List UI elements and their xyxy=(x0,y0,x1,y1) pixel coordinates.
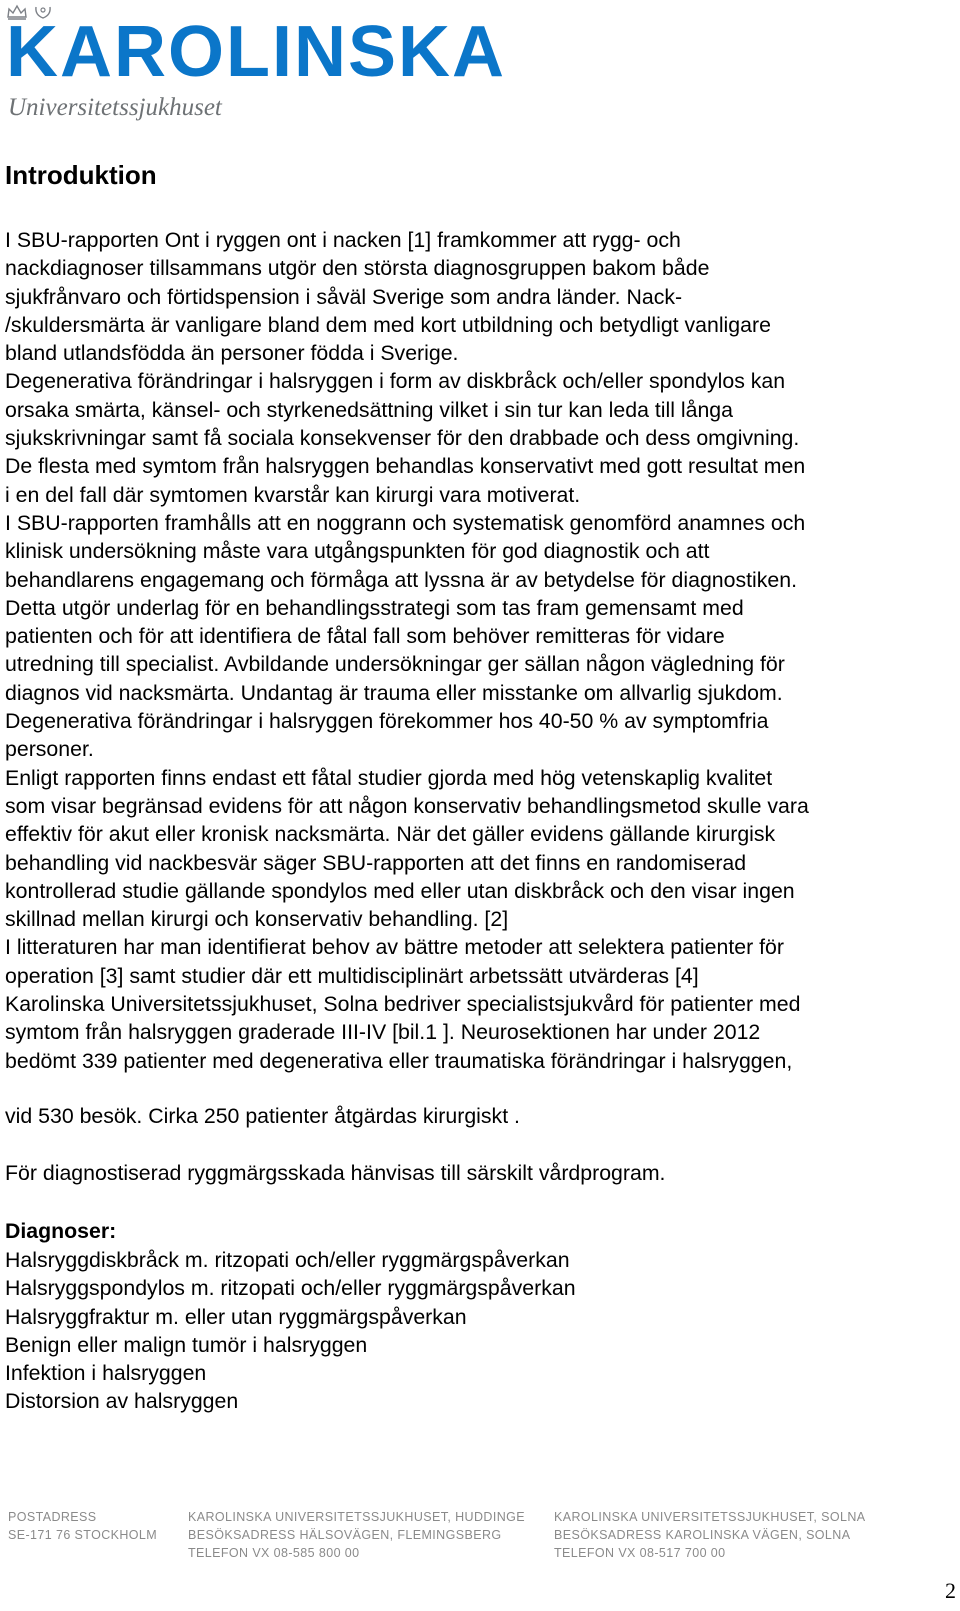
paragraph-line: De flesta med symtom från halsryggen behandlas konservativt med gott resultat men xyxy=(5,454,806,479)
page-footer xyxy=(8,1508,960,1578)
paragraph-line: Enligt rapporten finns endast ett fåtal studier gjorda med hög vetenskaplig kvalitet xyxy=(5,765,773,790)
paragraph-line: I litteraturen har man identifierat behov av bättre metoder att selektera patienter för xyxy=(5,935,784,960)
diagnosis-item: Infektion i halsryggen xyxy=(5,1361,207,1386)
footer-line: TELEFON VX 08-517 700 00 xyxy=(554,1546,726,1560)
document-body xyxy=(5,154,960,1414)
paragraph-line: som visar begränsad evidens för att någon konservativ behandlingsmetod skulle vara xyxy=(5,793,809,818)
paragraph-line: operation [3] samt studier där ett multidisciplinärt arbetssätt utvärderas [4] xyxy=(5,963,699,988)
paragraph-line: effektiv för akut eller kronisk nacksmärta. När det gäller evidens gällande kirurgisk xyxy=(5,822,776,847)
paragraph-line: behandlarens engagemang och förmåga att lyssna är av betydelse för diagnostiken. xyxy=(5,567,798,592)
paragraph-line: orsaka smärta, känsel- och styrkenedsättning vilket i sin tur kan leda till långa xyxy=(5,397,733,422)
paragraph-line: sjukfrånvaro och förtidspension i såväl Sverige som andra länder. Nack- xyxy=(5,284,683,309)
paragraph-line: Detta utgör underlag för en behandlingsstrategi som tas fram gemensamt med xyxy=(5,595,744,620)
diagnoses-heading: Diagnoser: xyxy=(5,1219,117,1243)
paragraph-line: patienten och för att identifiera de fåtal fall som behöver remitteras för vidare xyxy=(5,624,725,649)
paragraph-line: Degenerativa förändringar i halsryggen förekommer hos 40-50 % av symptomfria xyxy=(5,709,769,734)
paragraph-line: Degenerativa förändringar i halsryggen i form av diskbråck och/eller spondylos kan xyxy=(5,369,786,394)
paragraph-line: diagnos vid nacksmärta. Undantag är trauma eller misstanke om allvarlig sjukdom. xyxy=(5,680,783,705)
paragraph-line: symtom från halsryggen graderade III-IV [bil.1 ]. Neurosektionen har under 2012 xyxy=(5,1020,761,1045)
footer-line: BESÖKSADRESS KAROLINSKA VÄGEN, SOLNA xyxy=(554,1528,851,1542)
footer-line: BESÖKSADRESS HÄLSOVÄGEN, FLEMINGSBERG xyxy=(188,1528,502,1542)
logo-subtitle: Universitetssjukhuset xyxy=(8,94,222,121)
paragraph-line: Karolinska Universitetssjukhuset, Solna bedriver specialistsjukvård för patienter med xyxy=(5,992,801,1017)
intro-paragraph xyxy=(5,226,809,1075)
footer-line: SE-171 76 STOCKHOLM xyxy=(8,1528,158,1542)
paragraph-line: I SBU-rapporten framhålls att en noggrann och systematisk genomförd anamnes och xyxy=(5,510,806,535)
paragraph-line: behandling vid nackbesvär säger SBU-rapporten att det finns en randomiserad xyxy=(5,850,747,875)
page-number: 2 xyxy=(945,1578,956,1603)
footer-line: POSTADRESS xyxy=(8,1510,97,1524)
diagnosis-item: Halsryggdiskbråck m. ritzopati och/eller ryggmärgspåverkan xyxy=(5,1248,570,1272)
footer-huddinge xyxy=(188,1508,525,1562)
logo-wordmark: KAROLINSKA xyxy=(6,12,506,92)
diagnosis-item: Halsryggfraktur m. eller utan ryggmärgspåverkan xyxy=(5,1304,467,1329)
referral-note: För diagnostiserad ryggmärgsskada hänvisas till särskilt vårdprogram. xyxy=(5,1161,666,1185)
paragraph-line: klinisk undersökning måste vara utgångspunkten för god diagnostik och att xyxy=(5,539,710,564)
diagnosis-item: Distorsion av halsryggen xyxy=(5,1389,239,1414)
paragraph-line: bedömt 339 patienter med degenerativa eller traumatiska förändringar i halsryggen, xyxy=(5,1048,793,1073)
diagnoses-list xyxy=(5,1246,576,1416)
paragraph-line: utredning till specialist. Avbildande undersökningar ger sällan någon vägledning för xyxy=(5,652,785,677)
paragraph-line: sjukskrivningar samt få sociala konsekvenser för den drabbade och dess omgivning. xyxy=(5,426,800,451)
diagnosis-item: Halsryggspondylos m. ritzopati och/eller ryggmärgspåverkan xyxy=(5,1276,576,1301)
diagnosis-item: Benign eller malign tumör i halsryggen xyxy=(5,1332,368,1357)
visits-line: vid 530 besök. Cirka 250 patienter åtgärdas kirurgiskt . xyxy=(5,1104,520,1128)
paragraph-line: /skuldersmärta är vanligare bland dem med kort utbildning och betydligt vanligare xyxy=(5,312,771,337)
section-heading: Introduktion xyxy=(5,160,157,190)
paragraph-line: nackdiagnoser tillsammans utgör den största diagnosgruppen bakom både xyxy=(5,256,710,281)
karolinska-logo xyxy=(6,4,506,121)
paragraph-line: I SBU-rapporten Ont i ryggen ont i nacken [1] framkommer att rygg- och xyxy=(5,228,681,252)
paragraph-line: skillnad mellan kirurgi och konservativ behandling. [2] xyxy=(5,907,509,932)
paragraph-line: kontrollerad studie gällande spondylos med eller utan diskbråck och den visar ingen xyxy=(5,878,795,903)
footer-solna xyxy=(554,1508,866,1562)
footer-line: KAROLINSKA UNIVERSITETSSJUKHUSET, HUDDINGE xyxy=(188,1510,526,1524)
footer-line: TELEFON VX 08-585 800 00 xyxy=(188,1546,360,1560)
paragraph-line: personer. xyxy=(5,737,94,762)
paragraph-line: bland utlandsfödda än personer födda i Sverige. xyxy=(5,341,459,366)
paragraph-line: i en del fall där symtomen kvarstår kan kirurgi vara motiverat. xyxy=(5,482,581,507)
footer-postal-address xyxy=(8,1508,157,1544)
footer-line: KAROLINSKA UNIVERSITETSSJUKHUSET, SOLNA xyxy=(554,1510,866,1524)
